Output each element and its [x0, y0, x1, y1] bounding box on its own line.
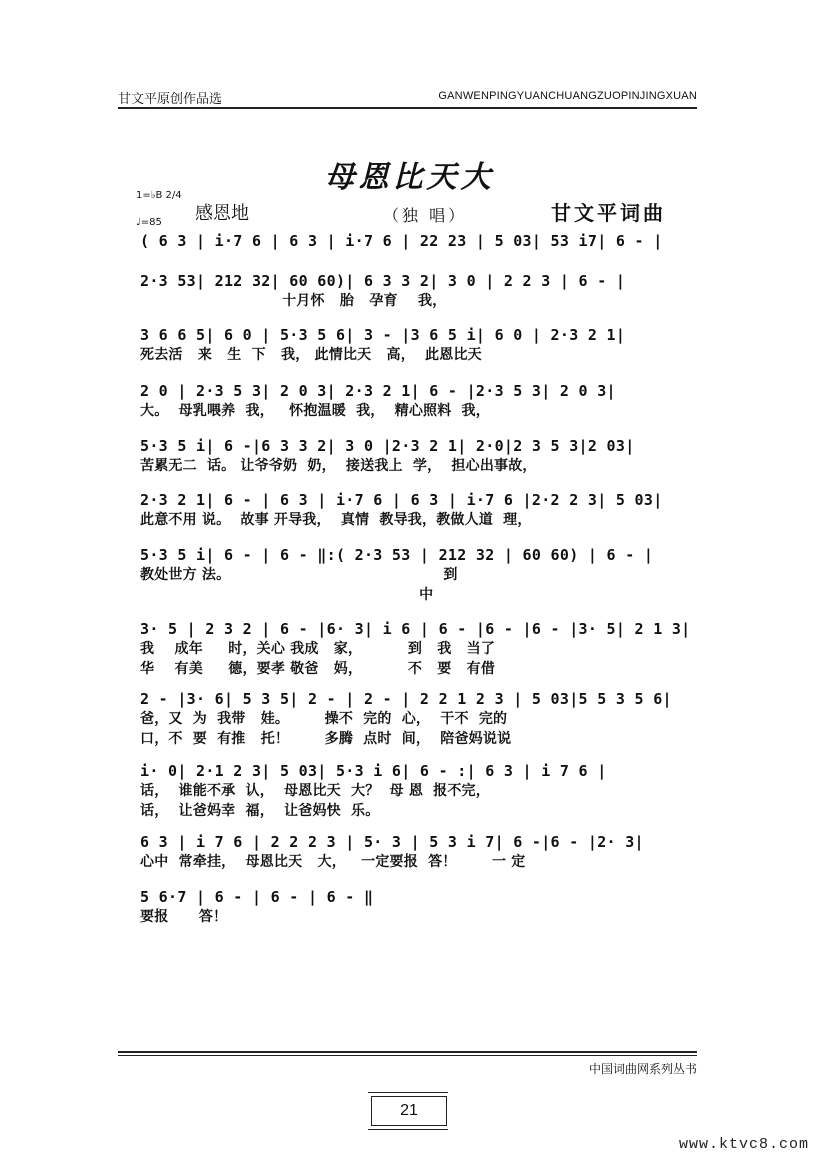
lyric-line: 要报 答！	[140, 909, 228, 925]
lyric-line: 十月怀 胎 孕育 我，	[140, 293, 447, 309]
tempo-mark: ♩=85	[136, 217, 162, 228]
series-name: 中国词曲网系列丛书	[588, 1062, 697, 1076]
page-rule	[368, 1092, 448, 1093]
notation-line: i· 0| 2·1 2 3| 5 03| 5·3 i 6| 6 - :| 6 3 | i 7 6 |	[140, 762, 607, 780]
notation-line: 2·3 53| 212 32| 60 60)| 6 3 3 2| 3 0 | 2 2 3 | 6 - |	[140, 272, 626, 290]
notation-line: 6 3 | i 7 6 | 2 2 2 3 | 5· 3 | 5 3 i 7| 6 -|6 - |2· 3|	[140, 833, 644, 851]
watermark: www.ktvc8.com	[678, 1136, 809, 1153]
page-number: 21	[371, 1096, 447, 1126]
score-line	[140, 437, 685, 475]
lyric-line: 苦累无二 话。 让爷爷奶 奶， 接送我上 学， 担心出事故，	[140, 458, 537, 474]
score-line	[140, 491, 685, 529]
notation-line: 2·3 2 1| 6 - | 6 3 | i·7 6 | 6 3 | i·7 6 |2·2 2 3| 5 03|	[140, 491, 663, 509]
notation-line: 5·3 5 i| 6 -|6 3 3 2| 3 0 |2·3 2 1| 2·0|2 3 5 3|2 03|	[140, 437, 635, 455]
score-line	[140, 272, 685, 310]
score-line	[140, 833, 685, 871]
score-line	[140, 762, 685, 820]
author-credit: 甘文平词曲	[551, 201, 666, 225]
lyric-line: 爸，又 为 我带 娃。 操不 完的 心， 干不 完的 口，不 要 有推 托！ 多腾 点时 间， 陪爸妈说说	[140, 711, 512, 747]
header-left-title: 甘文平原创作品选	[118, 92, 223, 107]
footer-rule-thin	[118, 1055, 697, 1056]
score-line	[140, 326, 685, 364]
lyric-line: 心中 常牵挂， 母恩比天 大， 一定要报 答！ 一 定	[140, 854, 526, 870]
notation-line: 2 0 | 2·3 5 3| 2 0 3| 2·3 2 1| 6 - |2·3 5 3| 2 0 3|	[140, 382, 616, 400]
performance-note: （独 唱）	[383, 206, 468, 225]
score-line	[140, 888, 685, 926]
lyric-line: 教处世方 法。 到 中	[140, 567, 458, 603]
notation-line: ( 6 3 | i·7 6 | 6 3 | i·7 6 | 22 23 | 5 03| 53 i7| 6 - |	[140, 232, 663, 250]
header-rule	[118, 107, 697, 109]
notation-line: 5·3 5 i| 6 - | 6 - ‖:( 2·3 53 | 212 32 | 60 60) | 6 - |	[140, 546, 654, 564]
notation-line: 3· 5 | 2 3 2 | 6 - |6· 3| i 6 | 6 - |6 - |6 - |3· 5| 2 1 3|	[140, 620, 691, 638]
notation-line: 5 6·7 | 6 - | 6 - | 6 - ‖	[140, 888, 374, 906]
mood-mark: 感恩地	[195, 203, 249, 224]
score-line	[140, 232, 685, 250]
score-line	[140, 620, 691, 678]
page-rule	[368, 1129, 448, 1130]
score-line	[140, 546, 685, 604]
lyric-line: 此意不用 说。 故事 开导我， 真情 教导我，教做人道 理，	[140, 512, 532, 528]
notation-line: 3 6 6 5| 6 0 | 5·3 5 6| 3 - |3 6 5 i| 6 0 | 2·3 2 1|	[140, 326, 626, 344]
footer-rule	[118, 1051, 697, 1053]
score-line	[140, 382, 685, 420]
lyric-line: 大。 母乳喂养 我， 怀抱温暖 我， 精心照料 我，	[140, 403, 490, 419]
score-line	[140, 690, 685, 748]
lyric-line: 我 成年 时，关心 我成 家， 到 我 当了 华 有美 德，要孝 敬爸 妈， 不 要 有借	[140, 641, 496, 677]
header-right-title: GANWENPINGYUANCHUANGZUOPINJINGXUAN	[438, 90, 697, 102]
key-signature: 1=♭B 2/4	[136, 190, 182, 201]
notation-line: 2 - |3· 6| 5 3 5| 2 - | 2 - | 2 2 1 2 3 | 5 03|5 5 3 5 6|	[140, 690, 672, 708]
song-title: 母恩比天大	[324, 160, 495, 195]
lyric-line: 死去活 来 生 下 我， 此情比天 高， 此恩比天	[140, 347, 482, 363]
lyric-line: 话， 谁能不承 认， 母恩比天 大？ 母 恩 报不完， 话， 让爸妈幸 福， 让爸妈快 乐。	[140, 783, 490, 819]
